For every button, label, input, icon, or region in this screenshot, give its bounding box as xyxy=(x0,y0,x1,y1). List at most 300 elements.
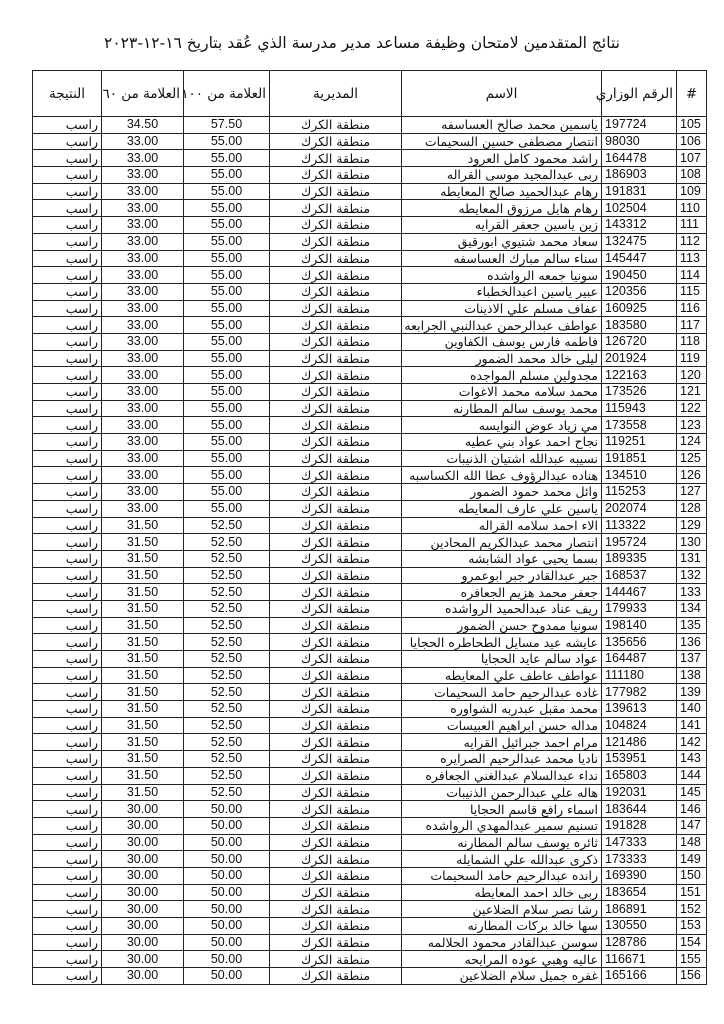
cell-national-id: 126720 xyxy=(602,333,677,350)
cell-directorate: منطقة الكرك xyxy=(270,133,402,150)
cell-name: عاليه وهبي عوده المرايحه xyxy=(402,951,602,968)
cell-name: هاله علي عبدالرحمن الذنيبات xyxy=(402,784,602,801)
cell-mark-100: 55.00 xyxy=(184,133,270,150)
table-row xyxy=(33,400,707,417)
cell-name: مي زياد عوض النوايسه xyxy=(402,417,602,434)
cell-directorate: منطقة الكرك xyxy=(270,634,402,651)
cell-mark-100: 55.00 xyxy=(184,183,270,200)
cell-national-id: 135656 xyxy=(602,634,677,651)
cell-num: 127 xyxy=(677,484,707,501)
cell-national-id: 113322 xyxy=(602,517,677,534)
cell-num: 105 xyxy=(677,117,707,134)
cell-mark-60: 31.50 xyxy=(102,567,184,584)
cell-num: 141 xyxy=(677,717,707,734)
cell-mark-60: 33.00 xyxy=(102,167,184,184)
cell-mark-60: 31.50 xyxy=(102,701,184,718)
cell-name: غفره جميل سلام الضلاعين xyxy=(402,968,602,985)
cell-mark-100: 55.00 xyxy=(184,283,270,300)
cell-name: تسنيم سمير عبدالمهدي الرواشده xyxy=(402,817,602,834)
cell-name: ريف عناد عبدالحميد الرواشده xyxy=(402,600,602,617)
table-row xyxy=(33,350,707,367)
cell-national-id: 197724 xyxy=(602,117,677,134)
cell-national-id: 122163 xyxy=(602,367,677,384)
table-row xyxy=(33,834,707,851)
cell-num: 152 xyxy=(677,901,707,918)
cell-num: 135 xyxy=(677,617,707,634)
cell-num: 130 xyxy=(677,534,707,551)
table-row xyxy=(33,333,707,350)
cell-national-id: 183580 xyxy=(602,317,677,334)
cell-national-id: 201924 xyxy=(602,350,677,367)
cell-result: راسب xyxy=(33,317,102,334)
cell-national-id: 160925 xyxy=(602,300,677,317)
cell-name: ياسين علي عارف المعايطه xyxy=(402,500,602,517)
cell-name: مداله حسن ابراهيم العبيسات xyxy=(402,717,602,734)
cell-mark-60: 33.00 xyxy=(102,484,184,501)
header-mark-60: العلامة من ٦٠ xyxy=(102,71,184,117)
cell-mark-60: 33.00 xyxy=(102,317,184,334)
table-body xyxy=(33,117,707,985)
cell-mark-60: 33.00 xyxy=(102,133,184,150)
cell-national-id: 102504 xyxy=(602,200,677,217)
cell-result: راسب xyxy=(33,484,102,501)
cell-national-id: 144467 xyxy=(602,584,677,601)
cell-directorate: منطقة الكرك xyxy=(270,467,402,484)
cell-national-id: 189335 xyxy=(602,550,677,567)
cell-result: راسب xyxy=(33,767,102,784)
cell-mark-100: 55.00 xyxy=(184,484,270,501)
cell-name: سونيا جمعه الرواشده xyxy=(402,267,602,284)
cell-mark-60: 33.00 xyxy=(102,283,184,300)
cell-national-id: 183644 xyxy=(602,801,677,818)
cell-national-id: 139613 xyxy=(602,701,677,718)
cell-directorate: منطقة الكرك xyxy=(270,767,402,784)
cell-directorate: منطقة الكرك xyxy=(270,968,402,985)
cell-mark-100: 55.00 xyxy=(184,367,270,384)
cell-name: سها خالد بركات المطارنه xyxy=(402,918,602,935)
table-row xyxy=(33,434,707,451)
cell-mark-60: 31.50 xyxy=(102,751,184,768)
cell-mark-100: 55.00 xyxy=(184,434,270,451)
cell-mark-100: 50.00 xyxy=(184,851,270,868)
cell-directorate: منطقة الكرك xyxy=(270,701,402,718)
cell-num: 112 xyxy=(677,233,707,250)
cell-national-id: 191831 xyxy=(602,183,677,200)
cell-result: راسب xyxy=(33,350,102,367)
cell-name: رهام هايل مرزوق المعايطه xyxy=(402,200,602,217)
cell-result: راسب xyxy=(33,267,102,284)
table-row xyxy=(33,300,707,317)
table-row xyxy=(33,634,707,651)
table-row xyxy=(33,283,707,300)
page-title: نتائج المتقدمين لامتحان وظيفة مساعد مدير مدرسة الذي عُقد بتاريخ ١٦-١٢-٢٠٢٣ xyxy=(104,34,620,52)
cell-num: 122 xyxy=(677,400,707,417)
cell-mark-100: 52.50 xyxy=(184,617,270,634)
table-row xyxy=(33,867,707,884)
table-row xyxy=(33,367,707,384)
table-row xyxy=(33,584,707,601)
cell-directorate: منطقة الكرك xyxy=(270,417,402,434)
cell-name: ربى عبدالمجيد موسى القراله xyxy=(402,167,602,184)
cell-mark-100: 55.00 xyxy=(184,333,270,350)
cell-directorate: منطقة الكرك xyxy=(270,517,402,534)
cell-name: جبر عبدالقادر جبر ابوعمرو xyxy=(402,567,602,584)
cell-directorate: منطقة الكرك xyxy=(270,651,402,668)
header-directorate: المديرية xyxy=(270,71,402,117)
cell-num: 143 xyxy=(677,751,707,768)
cell-national-id: 147333 xyxy=(602,834,677,851)
cell-num: 133 xyxy=(677,584,707,601)
cell-national-id: 128786 xyxy=(602,934,677,951)
cell-directorate: منطقة الكرك xyxy=(270,534,402,551)
cell-directorate: منطقة الكرك xyxy=(270,350,402,367)
cell-num: 111 xyxy=(677,217,707,234)
cell-mark-100: 55.00 xyxy=(184,167,270,184)
cell-mark-100: 55.00 xyxy=(184,233,270,250)
table-row xyxy=(33,267,707,284)
cell-national-id: 164478 xyxy=(602,150,677,167)
table-row xyxy=(33,567,707,584)
cell-mark-60: 33.00 xyxy=(102,400,184,417)
cell-mark-60: 33.00 xyxy=(102,267,184,284)
cell-mark-100: 52.50 xyxy=(184,767,270,784)
cell-mark-60: 31.50 xyxy=(102,517,184,534)
table-row xyxy=(33,934,707,951)
cell-num: 137 xyxy=(677,651,707,668)
cell-result: راسب xyxy=(33,150,102,167)
cell-num: 120 xyxy=(677,367,707,384)
cell-mark-60: 30.00 xyxy=(102,834,184,851)
cell-name: عفاف مسلم علي الاذينات xyxy=(402,300,602,317)
cell-mark-60: 31.50 xyxy=(102,584,184,601)
cell-num: 117 xyxy=(677,317,707,334)
cell-result: راسب xyxy=(33,784,102,801)
table-row xyxy=(33,117,707,134)
cell-mark-100: 55.00 xyxy=(184,200,270,217)
cell-result: راسب xyxy=(33,434,102,451)
cell-directorate: منطقة الكرك xyxy=(270,717,402,734)
table-row xyxy=(33,417,707,434)
cell-directorate: منطقة الكرك xyxy=(270,500,402,517)
cell-directorate: منطقة الكرك xyxy=(270,884,402,901)
cell-num: 138 xyxy=(677,667,707,684)
cell-mark-60: 33.00 xyxy=(102,350,184,367)
cell-national-id: 202074 xyxy=(602,500,677,517)
cell-directorate: منطقة الكرك xyxy=(270,150,402,167)
cell-directorate: منطقة الكرك xyxy=(270,684,402,701)
cell-num: 129 xyxy=(677,517,707,534)
cell-name: اسماء رافع قاسم الحجايا xyxy=(402,801,602,818)
cell-directorate: منطقة الكرك xyxy=(270,250,402,267)
cell-name: الاء احمد سلامه القراله xyxy=(402,517,602,534)
table-row xyxy=(33,217,707,234)
cell-result: راسب xyxy=(33,133,102,150)
cell-national-id: 173526 xyxy=(602,384,677,401)
cell-mark-60: 30.00 xyxy=(102,801,184,818)
cell-mark-100: 52.50 xyxy=(184,784,270,801)
cell-directorate: منطقة الكرك xyxy=(270,567,402,584)
cell-mark-60: 33.00 xyxy=(102,300,184,317)
cell-mark-60: 31.50 xyxy=(102,734,184,751)
cell-name: عبير ياسين اعبدالخطباء xyxy=(402,283,602,300)
cell-mark-100: 55.00 xyxy=(184,217,270,234)
cell-directorate: منطقة الكرك xyxy=(270,183,402,200)
cell-mark-60: 33.00 xyxy=(102,233,184,250)
header-result: النتيجة xyxy=(33,71,102,117)
cell-result: راسب xyxy=(33,450,102,467)
cell-num: 115 xyxy=(677,283,707,300)
cell-name: نسيبه عبدالله اشتيان الذنيبات xyxy=(402,450,602,467)
cell-name: سوسن عبدالقادر محمود الحلالمه xyxy=(402,934,602,951)
cell-num: 110 xyxy=(677,200,707,217)
cell-result: راسب xyxy=(33,817,102,834)
cell-directorate: منطقة الكرك xyxy=(270,734,402,751)
cell-result: راسب xyxy=(33,117,102,134)
cell-directorate: منطقة الكرك xyxy=(270,367,402,384)
cell-directorate: منطقة الكرك xyxy=(270,384,402,401)
table-row xyxy=(33,918,707,935)
cell-national-id: 145447 xyxy=(602,250,677,267)
cell-result: راسب xyxy=(33,667,102,684)
cell-mark-100: 55.00 xyxy=(184,150,270,167)
cell-mark-60: 31.50 xyxy=(102,667,184,684)
cell-mark-60: 33.00 xyxy=(102,217,184,234)
cell-num: 109 xyxy=(677,183,707,200)
cell-num: 107 xyxy=(677,150,707,167)
cell-result: راسب xyxy=(33,283,102,300)
cell-result: راسب xyxy=(33,651,102,668)
cell-name: سعاد محمد شتيوي ابورقيق xyxy=(402,233,602,250)
table-row xyxy=(33,133,707,150)
cell-num: 155 xyxy=(677,951,707,968)
cell-mark-100: 55.00 xyxy=(184,500,270,517)
table-row xyxy=(33,617,707,634)
cell-mark-100: 57.50 xyxy=(184,117,270,134)
cell-result: راسب xyxy=(33,367,102,384)
cell-national-id: 104824 xyxy=(602,717,677,734)
cell-mark-100: 55.00 xyxy=(184,384,270,401)
cell-name: ذكرى عبدالله علي الشمايله xyxy=(402,851,602,868)
cell-mark-100: 55.00 xyxy=(184,450,270,467)
cell-national-id: 191828 xyxy=(602,817,677,834)
cell-num: 147 xyxy=(677,817,707,834)
cell-result: راسب xyxy=(33,550,102,567)
cell-national-id: 120356 xyxy=(602,283,677,300)
cell-result: راسب xyxy=(33,951,102,968)
cell-num: 149 xyxy=(677,851,707,868)
cell-mark-60: 30.00 xyxy=(102,867,184,884)
cell-mark-100: 50.00 xyxy=(184,918,270,935)
cell-mark-100: 55.00 xyxy=(184,400,270,417)
cell-num: 146 xyxy=(677,801,707,818)
cell-num: 156 xyxy=(677,968,707,985)
cell-mark-100: 52.50 xyxy=(184,534,270,551)
cell-num: 148 xyxy=(677,834,707,851)
cell-num: 140 xyxy=(677,701,707,718)
cell-national-id: 195724 xyxy=(602,534,677,551)
cell-national-id: 177982 xyxy=(602,684,677,701)
cell-mark-100: 52.50 xyxy=(184,717,270,734)
cell-mark-60: 33.00 xyxy=(102,450,184,467)
cell-national-id: 165166 xyxy=(602,968,677,985)
cell-result: راسب xyxy=(33,884,102,901)
table-row xyxy=(33,734,707,751)
cell-name: بسما يحيى عواد الشابشه xyxy=(402,550,602,567)
cell-result: راسب xyxy=(33,233,102,250)
table-row xyxy=(33,317,707,334)
cell-result: راسب xyxy=(33,834,102,851)
cell-mark-100: 52.50 xyxy=(184,600,270,617)
cell-mark-100: 55.00 xyxy=(184,467,270,484)
cell-result: راسب xyxy=(33,851,102,868)
cell-result: راسب xyxy=(33,534,102,551)
cell-directorate: منطقة الكرك xyxy=(270,918,402,935)
cell-mark-100: 50.00 xyxy=(184,951,270,968)
cell-mark-60: 33.00 xyxy=(102,467,184,484)
cell-directorate: منطقة الكرك xyxy=(270,217,402,234)
cell-result: راسب xyxy=(33,918,102,935)
cell-name: عواد سالم عايد الحجايا xyxy=(402,651,602,668)
cell-national-id: 164487 xyxy=(602,651,677,668)
table-row xyxy=(33,500,707,517)
cell-mark-100: 55.00 xyxy=(184,250,270,267)
cell-name: سناء سالم مبارك العساسفه xyxy=(402,250,602,267)
cell-mark-100: 50.00 xyxy=(184,834,270,851)
cell-name: عواطف عبدالرحمن عبدالنبي الجرابعه xyxy=(402,317,602,334)
cell-name: انتصار مصطفى حسين السحيمات xyxy=(402,133,602,150)
cell-mark-60: 31.50 xyxy=(102,651,184,668)
table-row xyxy=(33,467,707,484)
cell-directorate: منطقة الكرك xyxy=(270,600,402,617)
cell-name: وائل محمد حمود الضمور xyxy=(402,484,602,501)
table-row xyxy=(33,534,707,551)
cell-mark-60: 33.00 xyxy=(102,367,184,384)
cell-num: 132 xyxy=(677,567,707,584)
cell-num: 114 xyxy=(677,267,707,284)
cell-result: راسب xyxy=(33,217,102,234)
table-row xyxy=(33,167,707,184)
cell-name: ناديا محمد عبدالرحيم الصرايره xyxy=(402,751,602,768)
cell-directorate: منطقة الكرك xyxy=(270,267,402,284)
cell-directorate: منطقة الكرك xyxy=(270,934,402,951)
table-row xyxy=(33,784,707,801)
cell-national-id: 115253 xyxy=(602,484,677,501)
cell-name: محمد سلامه محمد الاغوات xyxy=(402,384,602,401)
header-mark-100: العلامة من ١٠٠ xyxy=(184,71,270,117)
cell-directorate: منطقة الكرك xyxy=(270,333,402,350)
cell-mark-100: 52.50 xyxy=(184,550,270,567)
cell-name: انتصار محمد عبدالكريم المحادين xyxy=(402,534,602,551)
cell-national-id: 179933 xyxy=(602,600,677,617)
cell-result: راسب xyxy=(33,384,102,401)
cell-result: راسب xyxy=(33,634,102,651)
cell-directorate: منطقة الكرك xyxy=(270,450,402,467)
cell-directorate: منطقة الكرك xyxy=(270,817,402,834)
cell-national-id: 192031 xyxy=(602,784,677,801)
cell-result: راسب xyxy=(33,333,102,350)
table-row xyxy=(33,250,707,267)
cell-num: 151 xyxy=(677,884,707,901)
cell-result: راسب xyxy=(33,734,102,751)
cell-directorate: منطقة الكرك xyxy=(270,117,402,134)
cell-name: ربى خالد احمد المعايطه xyxy=(402,884,602,901)
table-row xyxy=(33,751,707,768)
cell-mark-60: 31.50 xyxy=(102,534,184,551)
cell-national-id: 153951 xyxy=(602,751,677,768)
cell-directorate: منطقة الكرك xyxy=(270,901,402,918)
header-name: الاسم xyxy=(402,71,602,117)
cell-mark-100: 52.50 xyxy=(184,634,270,651)
cell-num: 113 xyxy=(677,250,707,267)
cell-name: زين ياسين جعفر القرايه xyxy=(402,217,602,234)
cell-mark-100: 52.50 xyxy=(184,584,270,601)
cell-mark-60: 31.50 xyxy=(102,600,184,617)
cell-mark-100: 52.50 xyxy=(184,701,270,718)
cell-num: 134 xyxy=(677,600,707,617)
cell-result: راسب xyxy=(33,751,102,768)
cell-mark-60: 33.00 xyxy=(102,417,184,434)
cell-name: عواطف عاطف علي المعايطه xyxy=(402,667,602,684)
cell-directorate: منطقة الكرك xyxy=(270,233,402,250)
cell-result: راسب xyxy=(33,183,102,200)
cell-directorate: منطقة الكرك xyxy=(270,317,402,334)
cell-national-id: 98030 xyxy=(602,133,677,150)
cell-mark-100: 50.00 xyxy=(184,884,270,901)
cell-num: 139 xyxy=(677,684,707,701)
cell-name: محمد مقبل عبدربه الشواوره xyxy=(402,701,602,718)
table-row xyxy=(33,968,707,985)
cell-national-id: 186891 xyxy=(602,901,677,918)
cell-mark-100: 52.50 xyxy=(184,567,270,584)
cell-result: راسب xyxy=(33,717,102,734)
cell-mark-60: 31.50 xyxy=(102,767,184,784)
cell-result: راسب xyxy=(33,250,102,267)
cell-directorate: منطقة الكرك xyxy=(270,851,402,868)
cell-result: راسب xyxy=(33,867,102,884)
cell-name: نداء عبدالسلام عبدالغني الجعافره xyxy=(402,767,602,784)
table-row xyxy=(33,450,707,467)
cell-mark-100: 52.50 xyxy=(184,651,270,668)
cell-mark-60: 33.00 xyxy=(102,384,184,401)
cell-mark-60: 31.50 xyxy=(102,617,184,634)
cell-mark-60: 33.00 xyxy=(102,250,184,267)
cell-name: محمد يوسف سالم المطارنه xyxy=(402,400,602,417)
cell-name: رهام عبدالحميد صالح المعايطه xyxy=(402,183,602,200)
cell-result: راسب xyxy=(33,901,102,918)
cell-num: 108 xyxy=(677,167,707,184)
cell-num: 154 xyxy=(677,934,707,951)
cell-name: غاده عبدالرحيم حامد السحيمات xyxy=(402,684,602,701)
table-row xyxy=(33,233,707,250)
cell-result: راسب xyxy=(33,517,102,534)
cell-result: راسب xyxy=(33,417,102,434)
cell-name: هناده عبدالرؤوف عطا الله الكساسبه xyxy=(402,467,602,484)
table-header-row xyxy=(33,71,707,117)
cell-result: راسب xyxy=(33,701,102,718)
cell-result: راسب xyxy=(33,567,102,584)
table-row xyxy=(33,600,707,617)
table-row xyxy=(33,901,707,918)
cell-mark-60: 30.00 xyxy=(102,918,184,935)
table-row xyxy=(33,951,707,968)
cell-num: 125 xyxy=(677,450,707,467)
cell-directorate: منطقة الكرك xyxy=(270,617,402,634)
cell-national-id: 186903 xyxy=(602,167,677,184)
cell-mark-60: 30.00 xyxy=(102,968,184,985)
cell-directorate: منطقة الكرك xyxy=(270,283,402,300)
cell-num: 142 xyxy=(677,734,707,751)
cell-mark-60: 30.00 xyxy=(102,901,184,918)
